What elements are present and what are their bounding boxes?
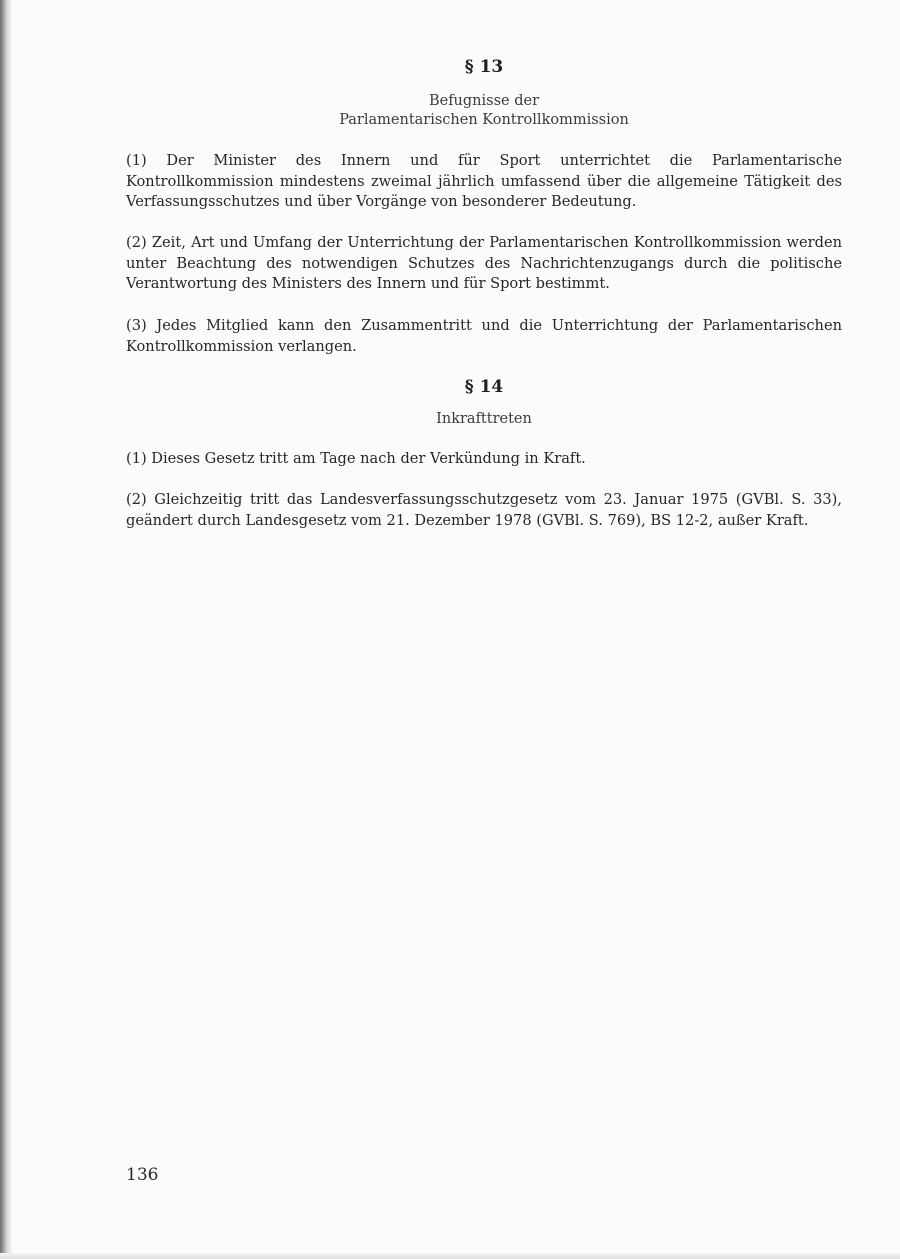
section-14-title: Inkrafttreten	[436, 411, 532, 427]
section-13-paragraph-2: (2) Zeit, Art und Umfang der Unterrichtung der Parlamentarischen Kontrollkommission werden unter Beachtung des notwendigen Schutzes des Nachrichtenzugangs durch die politische Verantwortung des Ministers des Innern und für Sport bestimmt.	[126, 234, 842, 292]
section-14-heading: § 14	[464, 377, 504, 397]
section-13-heading: § 13	[464, 57, 504, 77]
section-13-title-line-2: Parlamentarischen Kontrollkommission	[339, 112, 629, 128]
page-bottom-edge	[0, 1253, 900, 1259]
section-13-paragraph-3: (3) Jedes Mitglied kann den Zusammentritt und die Unterrichtung der Parlamentarischen Kontrollkommission verlangen.	[126, 317, 842, 355]
section-14-paragraph-2: (2) Gleichzeitig tritt das Landesverfassungsschutzgesetz vom 23. Januar 1975 (GVBl. S. 33), geändert durch Landesgesetz vom 21. Dezember 1978 (GVBl. S. 769), BS 12-2, außer Kraft.	[126, 491, 842, 529]
page-number: 136	[126, 1165, 159, 1185]
page-edge-shadow	[0, 0, 12, 1259]
section-13-paragraph-1: (1) Der Minister des Innern und für Sport unterrichtet die Parlamentarische Kontrollkommission mindestens zweimal jährlich umfassend über die allgemeine Tätigkeit des Verfassungsschutzes und über Vorgänge von besonderer Bedeutung.	[126, 152, 842, 210]
section-14-paragraph-1: (1) Dieses Gesetz tritt am Tage nach der Verkündung in Kraft.	[126, 450, 586, 467]
section-13-title-line-1: Befugnisse der	[428, 93, 540, 109]
